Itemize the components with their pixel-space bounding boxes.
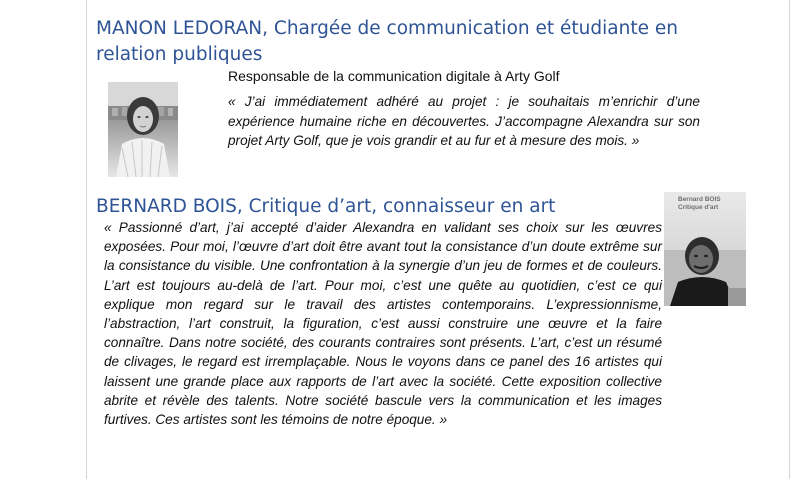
bernard-bois-photo <box>664 192 746 306</box>
portrait-man-image <box>664 192 746 306</box>
page-right-edge <box>789 0 790 479</box>
photo-sign-text: Bernard BOIS Critique d'art <box>678 196 721 211</box>
section1-heading: MANON LEDORAN, Chargée de communication et étudiante en relation publiques <box>96 18 678 65</box>
section2-quote: « Passionné d’art, j’ai accepté d’aider Alexandra en validant ses choix sur les œuvres exposées. Pour moi, l’œuvre d’art doit être avant tout la consistance d’un doute extrême sur la consistance du visible. Une confrontation à la synergie d’un jeu de formes et de couleurs. L’art est toujours au-delà de l’art. Pour moi, c’est une quête au quotidien, c’est ce qui explique mon regard sur le travail des artistes contemporains. L’expressionnisme, l’abstraction, l’art construit, la figuration, c’est aussi construire une œuvre et la faire connaître. Dans notre société, des courants contraires sont présents. L’art, c’est un résumé de clivages, le regard est irremplaçable. Nous le voyons dans ce panel des 16 artistes qui laissent une grande place aux rapports de l’art avec la société. Cette exposition collective abrite et révèle des talents. Notre société bascule vers la communication et les images furtives. Ces artistes sont les témoins de notre époque. » <box>104 220 662 428</box>
portrait-woman-image <box>108 82 178 177</box>
section1-role: Responsable de la communication digitale à Arty Golf <box>228 68 560 84</box>
manon-ledoran-photo <box>108 82 178 177</box>
section1-quote: « J’ai immédiatement adhéré au projet : je souhaitais m’enrichir d’une expérience humaine riche en découvertes. J’accompagne Alexandra sur son projet Arty Golf, que je vois grandir et au fur et à mesure des mois. » <box>228 94 700 148</box>
page-left-edge <box>86 0 87 479</box>
section2-heading: BERNARD BOIS, Critique d’art, connaisseur en art <box>96 196 556 217</box>
